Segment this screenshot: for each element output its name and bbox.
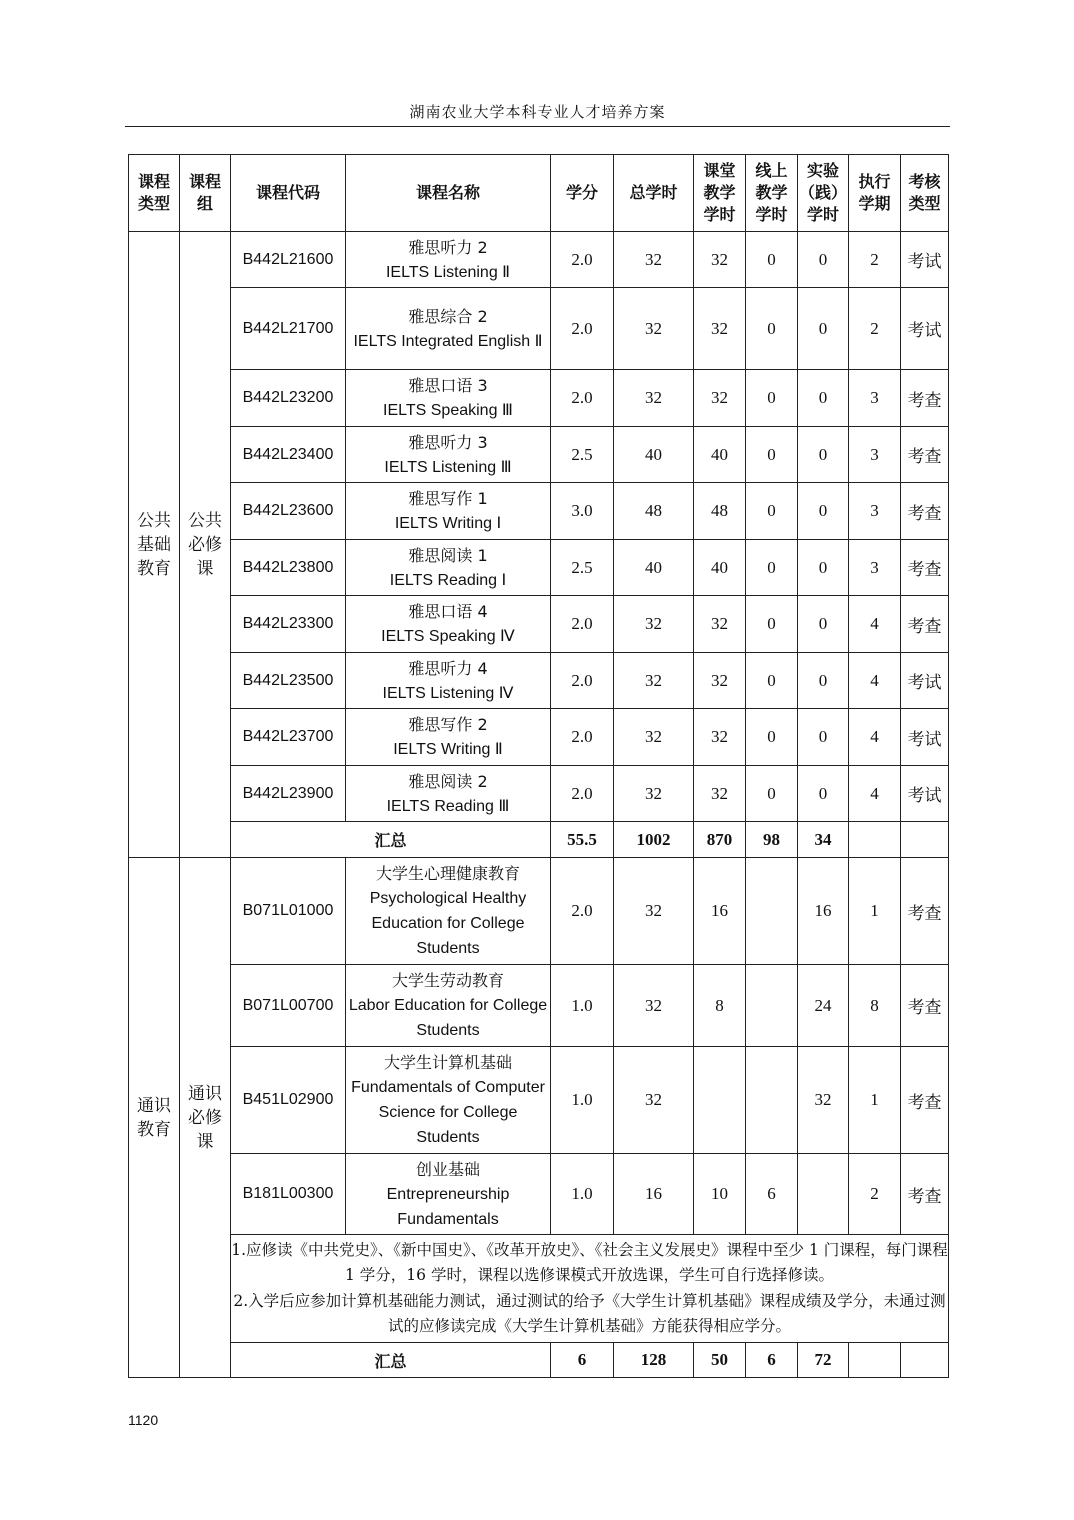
lab-hours: 0: [798, 653, 849, 709]
summary-credit: 55.5: [551, 822, 614, 858]
credit: 3.0: [551, 483, 614, 540]
credit: 2.0: [551, 288, 614, 370]
term: 4: [849, 596, 901, 653]
note-2: 2.入学后应参加计算机基础能力测试，通过测试的给予《大学生计算机基础》课程成绩及学分，未通过测试的应修读完成《大学生计算机基础》方能获得相应学分。: [233, 1291, 946, 1335]
col-header-course-name: 课程名称: [346, 155, 551, 232]
exam-type: 考查: [901, 965, 949, 1047]
course-name-en: IELTS Listening Ⅳ: [382, 684, 514, 702]
term: 3: [849, 483, 901, 540]
course-type-cell: 通识 教育: [129, 858, 180, 1378]
table-row: [129, 540, 949, 596]
summary-label: 汇总: [231, 822, 551, 858]
table-row: [129, 1154, 949, 1235]
summary-term: [849, 822, 901, 858]
summary-online-hours: 98: [746, 822, 798, 858]
course-name-cn: 雅思阅读 2: [408, 771, 488, 791]
online-hours: 6: [746, 1154, 798, 1235]
term: 1: [849, 1047, 901, 1154]
course-name-cn: 雅思写作 1: [408, 489, 488, 508]
term: 4: [849, 766, 901, 822]
term: 2: [849, 288, 901, 370]
total-hours: 40: [614, 427, 694, 483]
table-row: [129, 709, 949, 766]
notes-cell: [231, 1235, 949, 1343]
summary-exam-type: [901, 822, 949, 858]
exam-type: 考试: [901, 232, 949, 288]
term: 4: [849, 709, 901, 766]
total-hours: 32: [614, 965, 694, 1047]
col-header-total-hours: 总学时: [614, 155, 694, 232]
online-hours: [746, 858, 798, 965]
col-header-credit: 学分: [551, 155, 614, 232]
table-row: [129, 1047, 949, 1154]
course-code: B442L23400: [231, 427, 346, 483]
page-header: [125, 100, 950, 127]
total-hours: 32: [614, 288, 694, 370]
col-header-course-code: 课程代码: [231, 155, 346, 232]
course-name-en: IELTS Reading Ⅲ: [386, 797, 510, 815]
course-name: [346, 653, 551, 709]
course-name: [346, 766, 551, 822]
course-name-cn: 雅思听力 4: [408, 658, 488, 678]
total-hours: 32: [614, 596, 694, 653]
course-name-en: IELTS Listening Ⅲ: [384, 458, 512, 476]
course-code: B451L02900: [231, 1047, 346, 1154]
online-hours: 0: [746, 370, 798, 427]
term: 1: [849, 858, 901, 965]
online-hours: [746, 965, 798, 1047]
credit: 2.0: [551, 653, 614, 709]
term: 4: [849, 653, 901, 709]
course-name-en: IELTS Reading Ⅰ: [389, 571, 507, 589]
total-hours: 40: [614, 540, 694, 596]
summary-classroom-hours: 50: [694, 1343, 746, 1378]
course-name: [346, 370, 551, 427]
online-hours: 0: [746, 596, 798, 653]
summary-credit: 6: [551, 1343, 614, 1378]
course-name-en: Labor Education for College Students: [348, 997, 548, 1039]
table-row: [129, 483, 949, 540]
col-header-lab-hours: 实验 （践） 学时: [798, 155, 849, 232]
course-name-cn: 雅思听力 3: [408, 432, 488, 452]
summary-row: [129, 822, 949, 858]
course-name-cn: 雅思综合 2: [408, 306, 488, 326]
credit: 2.0: [551, 858, 614, 965]
exam-type: 考查: [901, 483, 949, 540]
course-group-cell: 公共 必修 课: [180, 232, 231, 858]
lab-hours: 0: [798, 709, 849, 766]
classroom-hours: 32: [694, 288, 746, 370]
course-name: [346, 965, 551, 1047]
lab-hours: 0: [798, 483, 849, 540]
lab-hours: 0: [798, 596, 849, 653]
credit: 2.0: [551, 370, 614, 427]
summary-total-hours: 1002: [614, 822, 694, 858]
exam-type: 考试: [901, 709, 949, 766]
credit: 1.0: [551, 965, 614, 1047]
lab-hours: 0: [798, 370, 849, 427]
course-code: B442L23800: [231, 540, 346, 596]
term: 3: [849, 427, 901, 483]
header-row: [129, 155, 949, 232]
total-hours: 32: [614, 370, 694, 427]
course-name: [346, 288, 551, 370]
course-name: [346, 1047, 551, 1154]
exam-type: 考试: [901, 766, 949, 822]
online-hours: [746, 1047, 798, 1154]
exam-type: 考查: [901, 370, 949, 427]
course-code: B442L23700: [231, 709, 346, 766]
course-name-cn: 创业基础: [415, 1159, 480, 1179]
online-hours: 0: [746, 709, 798, 766]
total-hours: 32: [614, 709, 694, 766]
exam-type: 考查: [901, 1154, 949, 1235]
course-type-cell: 公共 基础 教育: [129, 232, 180, 858]
course-code: B181L00300: [231, 1154, 346, 1235]
classroom-hours: 32: [694, 766, 746, 822]
course-name-en: IELTS Listening Ⅱ: [385, 263, 511, 281]
course-name: [346, 483, 551, 540]
course-name: [346, 709, 551, 766]
summary-lab-hours: 34: [798, 822, 849, 858]
classroom-hours: 32: [694, 370, 746, 427]
page-number: 1120: [128, 1412, 159, 1428]
course-name-cn: 雅思口语 4: [408, 602, 488, 621]
exam-type: 考查: [901, 427, 949, 483]
course-code: B071L01000: [231, 858, 346, 965]
course-code: B442L21600: [231, 232, 346, 288]
course-name: [346, 427, 551, 483]
course-code: B442L23900: [231, 766, 346, 822]
classroom-hours: 16: [694, 858, 746, 965]
online-hours: 0: [746, 653, 798, 709]
course-name-cn: 雅思写作 2: [408, 715, 488, 734]
total-hours: 32: [614, 232, 694, 288]
classroom-hours: 32: [694, 709, 746, 766]
lab-hours: 16: [798, 858, 849, 965]
table-row: [129, 288, 949, 370]
course-name: [346, 232, 551, 288]
online-hours: 0: [746, 427, 798, 483]
classroom-hours: 32: [694, 596, 746, 653]
course-name-en: Entrepreneurship Fundamentals: [386, 1185, 510, 1228]
table-row: [129, 858, 949, 965]
lab-hours: 0: [798, 427, 849, 483]
credit: 2.0: [551, 232, 614, 288]
classroom-hours: 40: [694, 427, 746, 483]
exam-type: 考查: [901, 858, 949, 965]
course-name-cn: 雅思阅读 1: [408, 545, 488, 565]
total-hours: 32: [614, 858, 694, 965]
exam-type: 考查: [901, 1047, 949, 1154]
course-code: B442L21700: [231, 288, 346, 370]
course-name: [346, 858, 551, 965]
course-name-en: IELTS Speaking Ⅳ: [381, 628, 515, 645]
lab-hours: 24: [798, 965, 849, 1047]
document-title: 湖南农业大学本科专业人才培养方案: [409, 103, 666, 121]
term: 8: [849, 965, 901, 1047]
term: 2: [849, 1154, 901, 1235]
course-code: B442L23200: [231, 370, 346, 427]
term: 2: [849, 232, 901, 288]
total-hours: 48: [614, 483, 694, 540]
lab-hours: 0: [798, 288, 849, 370]
classroom-hours: 40: [694, 540, 746, 596]
summary-total-hours: 128: [614, 1343, 694, 1378]
course-name: [346, 540, 551, 596]
online-hours: 0: [746, 288, 798, 370]
course-table: [128, 154, 949, 1378]
online-hours: 0: [746, 540, 798, 596]
exam-type: 考查: [901, 540, 949, 596]
lab-hours: [798, 1154, 849, 1235]
credit: 2.0: [551, 596, 614, 653]
classroom-hours: 32: [694, 653, 746, 709]
note-1: 1.应修读《中共党史》、《新中国史》、《改革开放史》、《社会主义发展史》课程中至少 1 门课程，每门课程 1 学分，16 学时，课程以选修课模式开放选课，学生可自行选择修读。: [231, 1240, 948, 1284]
classroom-hours: 8: [694, 965, 746, 1047]
summary-row: [129, 1343, 949, 1378]
exam-type: 考查: [901, 596, 949, 653]
table-row: [129, 965, 949, 1047]
summary-label: 汇总: [231, 1343, 551, 1378]
course-code: B442L23500: [231, 653, 346, 709]
summary-classroom-hours: 870: [694, 822, 746, 858]
course-name: [346, 1154, 551, 1235]
credit: 2.0: [551, 709, 614, 766]
exam-type: 考试: [901, 653, 949, 709]
classroom-hours: [694, 1047, 746, 1154]
credit: 2.0: [551, 766, 614, 822]
classroom-hours: 10: [694, 1154, 746, 1235]
online-hours: 0: [746, 483, 798, 540]
total-hours: 16: [614, 1154, 694, 1235]
summary-exam-type: [901, 1343, 949, 1378]
credit: 1.0: [551, 1047, 614, 1154]
online-hours: 0: [746, 232, 798, 288]
credit: 2.5: [551, 427, 614, 483]
total-hours: 32: [614, 766, 694, 822]
course-name-cn: 雅思听力 2: [408, 237, 488, 257]
table-row: [129, 370, 949, 427]
col-header-exam-type: 考核 类型: [901, 155, 949, 232]
total-hours: 32: [614, 1047, 694, 1154]
table-row: [129, 596, 949, 653]
course-code: B442L23300: [231, 596, 346, 653]
term: 3: [849, 370, 901, 427]
credit: 2.5: [551, 540, 614, 596]
credit: 1.0: [551, 1154, 614, 1235]
classroom-hours: 48: [694, 483, 746, 540]
total-hours: 32: [614, 653, 694, 709]
col-header-course-group: 课程 组: [180, 155, 231, 232]
summary-lab-hours: 72: [798, 1343, 849, 1378]
course-name-cn: 大学生心理健康教育: [375, 864, 520, 883]
notes-row: [129, 1235, 949, 1343]
course-name-en: IELTS Writing Ⅱ: [393, 741, 503, 758]
course-name-cn: 雅思口语 3: [408, 376, 488, 395]
table-row: [129, 766, 949, 822]
col-header-term: 执行 学期: [849, 155, 901, 232]
course-name-en: Fundamentals of Computer Science for College Students: [351, 1079, 545, 1146]
col-header-online-hours: 线上 教学 学时: [746, 155, 798, 232]
course-code: B071L00700: [231, 965, 346, 1047]
col-header-classroom-hours: 课堂 教学 学时: [694, 155, 746, 232]
course-group-cell: 通识 必修 课: [180, 858, 231, 1378]
table-row: [129, 653, 949, 709]
lab-hours: 0: [798, 540, 849, 596]
course-name-cn: 大学生劳动教育: [391, 971, 504, 990]
course-code: B442L23600: [231, 483, 346, 540]
lab-hours: 0: [798, 232, 849, 288]
summary-term: [849, 1343, 901, 1378]
exam-type: 考试: [901, 288, 949, 370]
course-name-en: IELTS Integrated English Ⅱ: [353, 332, 543, 350]
course-name: [346, 596, 551, 653]
lab-hours: 32: [798, 1047, 849, 1154]
course-name-en: IELTS Writing Ⅰ: [394, 515, 502, 532]
online-hours: 0: [746, 766, 798, 822]
course-name-cn: 大学生计算机基础: [383, 1053, 512, 1072]
course-name-en: Psychological Healthy Education for College Students: [369, 890, 527, 957]
classroom-hours: 32: [694, 232, 746, 288]
term: 3: [849, 540, 901, 596]
table-row: [129, 427, 949, 483]
summary-online-hours: 6: [746, 1343, 798, 1378]
table-row: [129, 232, 949, 288]
course-name-en: IELTS Speaking Ⅲ: [383, 402, 513, 419]
col-header-course-type: 课程 类型: [129, 155, 180, 232]
lab-hours: 0: [798, 766, 849, 822]
